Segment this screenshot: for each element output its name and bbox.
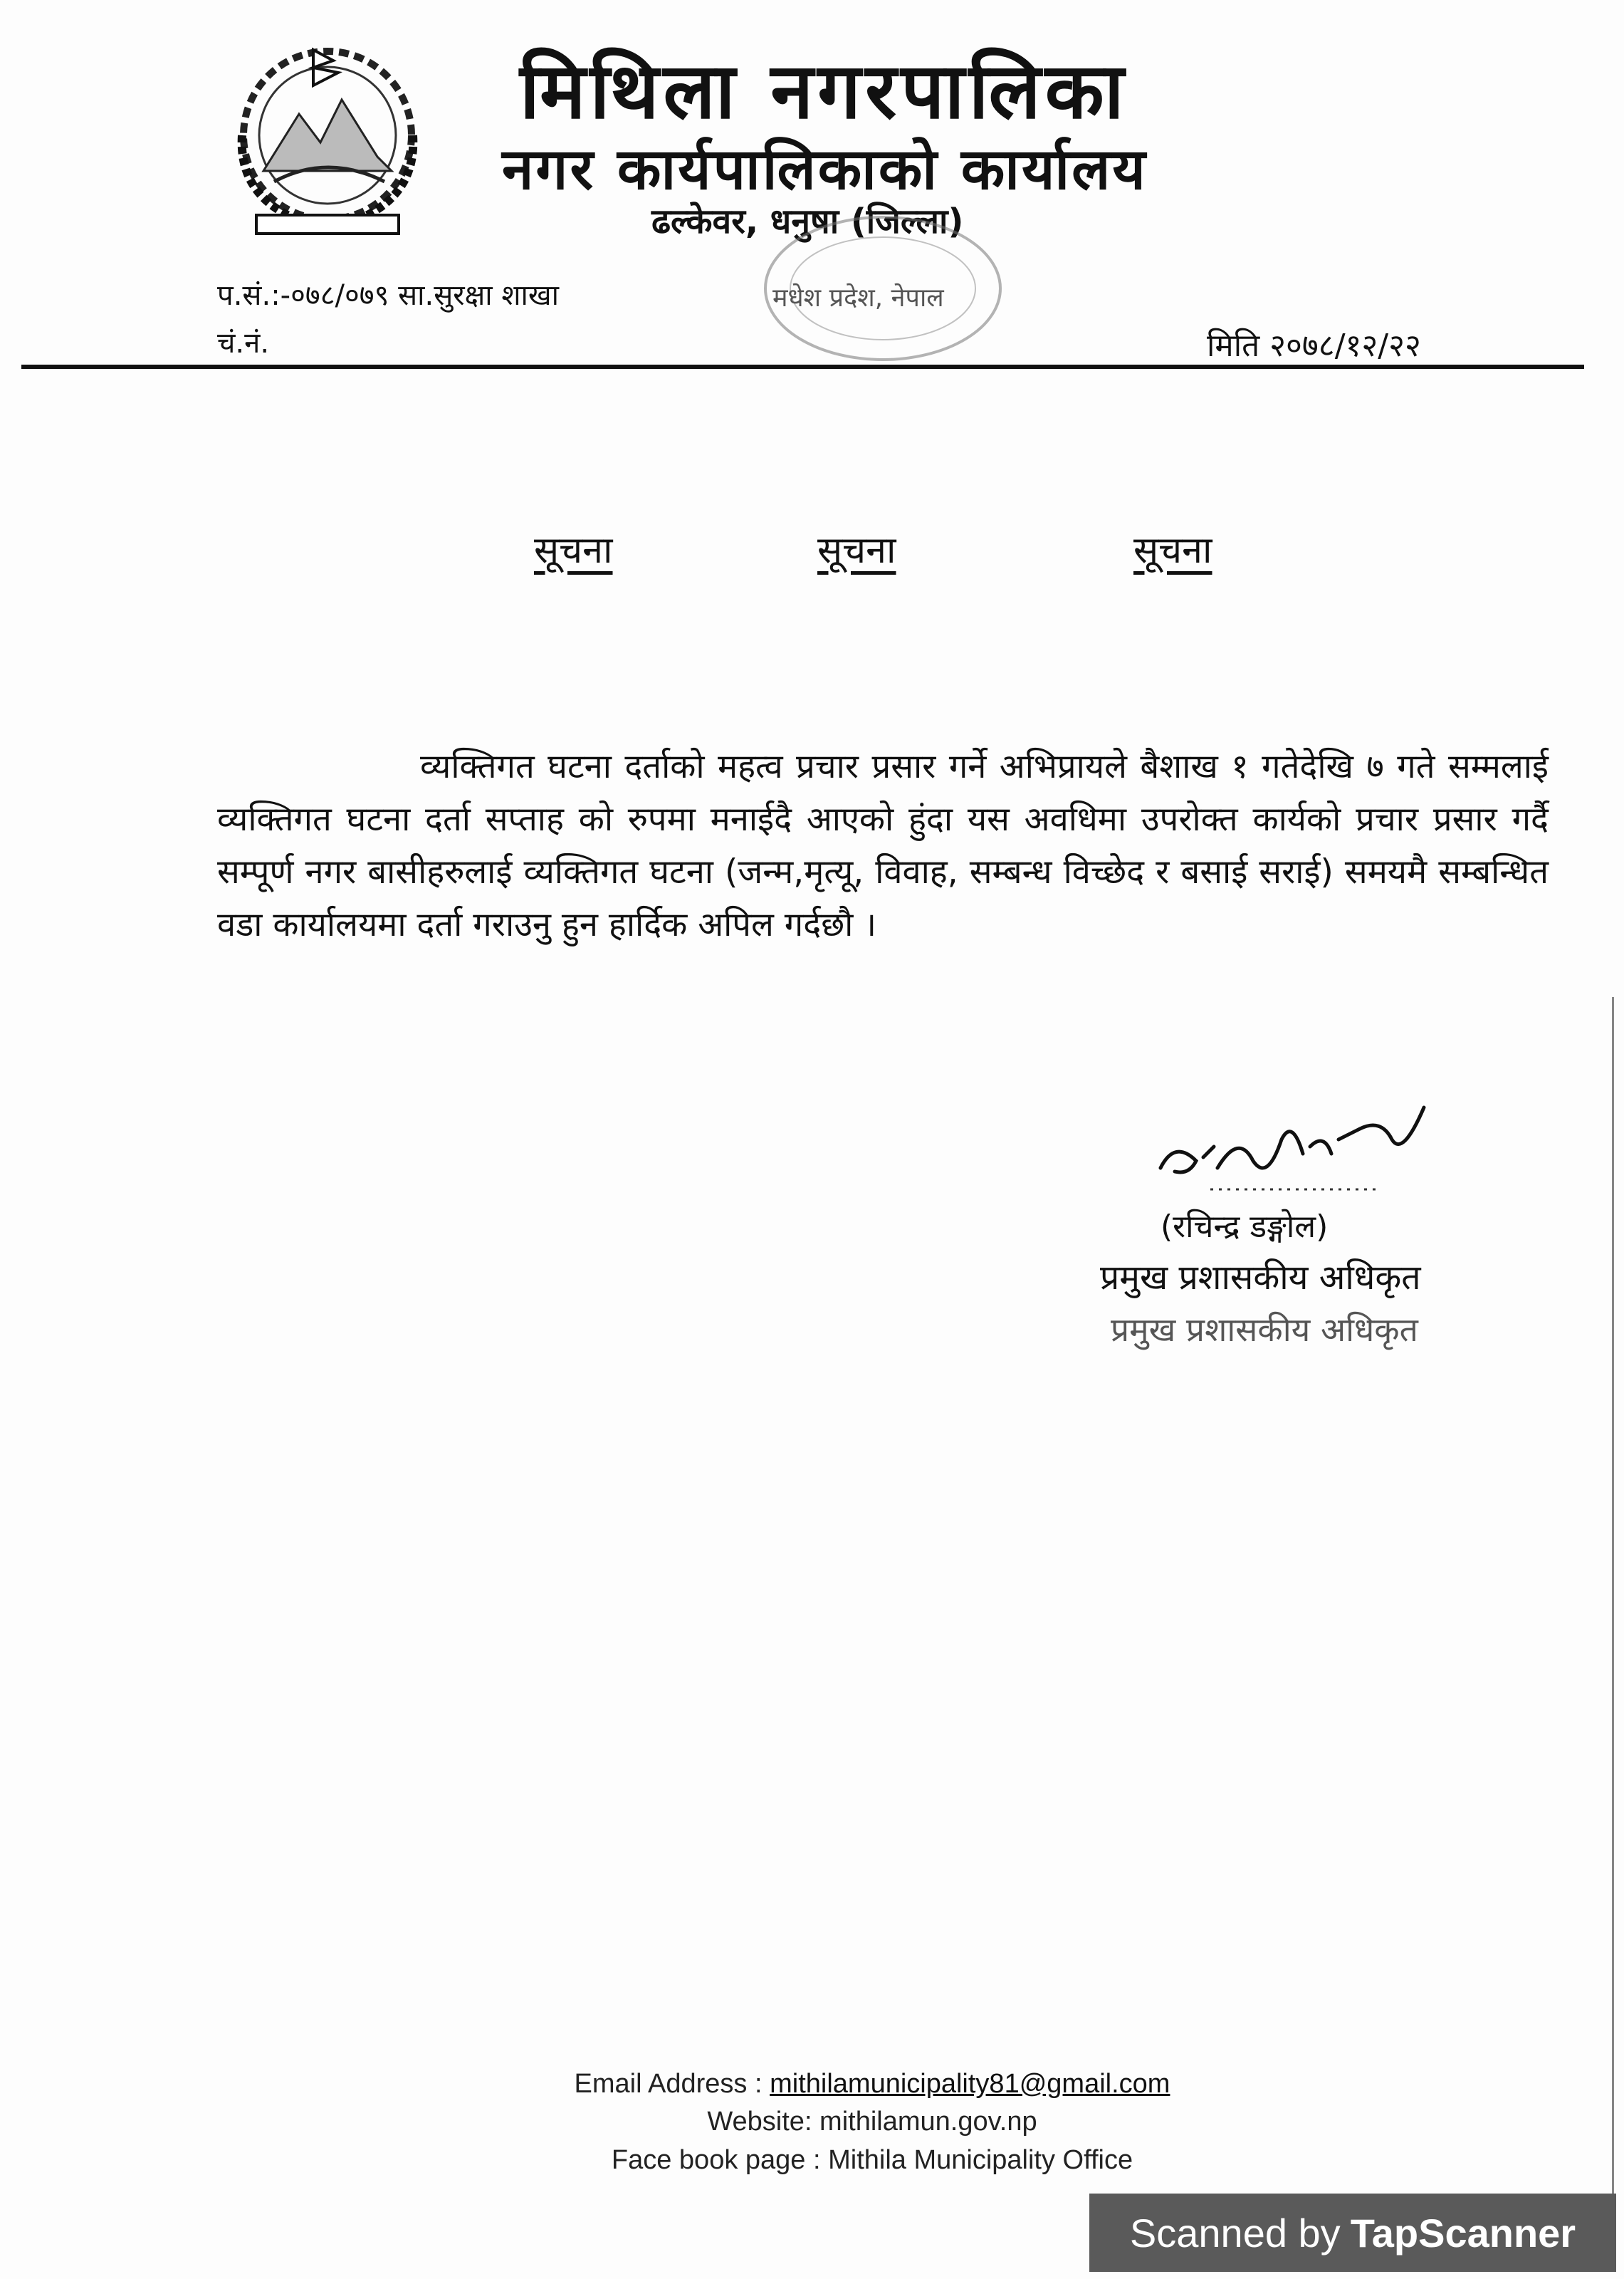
email-label: Email Address : xyxy=(574,2069,770,2099)
notice-heading: सूचना xyxy=(1133,529,1212,572)
footer-website: Website: mithilamun.gov.np xyxy=(707,2107,1037,2137)
signatory-designation: प्रमुख प्रशासकीय अधिकृत xyxy=(1100,1258,1421,1298)
badge-brand: TapScanner xyxy=(1350,2210,1576,2255)
notice-heading: सूचना xyxy=(534,529,613,572)
notice-body: व्यक्तिगत घटना दर्ताको महत्व प्रचार प्रसार गर्ने अभिप्रायले बैशाख १ गतेदेखि ७ गते सम्मलाई व्यक्तिगत घटना दर्ता सप्ताह को रुपमा मनाईदै आएको हुंदा यस अवधिमा उपरोक्त कार्यको प्रचार प्रसार गर्दै सम्पूर्ण नगर बासीहरुलाई व्यक्तिगत घटना (जन्म,मृत्यू, विवाह, सम्बन्ध विच्छेद र बसाई सराई) समयमै सम्बन्धित वडा कार्यालयमा दर्ता गराउनु हुन हार्दिक अपिल गर्दछौ । xyxy=(217,747,1549,944)
header-divider xyxy=(21,365,1584,369)
email-link[interactable]: mithilamunicipality81@gmail.com xyxy=(770,2069,1170,2099)
office-address: ढल्केवर, धनुषा (जिल्ला) xyxy=(651,202,964,241)
notice-heading: सूचना xyxy=(817,529,896,572)
handwritten-signature xyxy=(1146,1090,1431,1196)
office-name: नगर कार्यपालिकाको कार्यालय xyxy=(502,136,1148,202)
paper-edge-shadow xyxy=(1612,997,1614,2208)
footer-email-line xyxy=(498,2069,1246,2100)
letter-date: मिति २०७८/१२/२२ xyxy=(1207,328,1421,364)
reference-number: प.सं.:-०७८/०७९ सा.सुरक्षा शाखा xyxy=(217,279,560,312)
stamp-text: मधेश प्रदेश, नेपाल xyxy=(772,283,944,313)
badge-prefix: Scanned by xyxy=(1129,2210,1341,2255)
signatory-name: (रचिन्द्र डङ्गोल) xyxy=(1161,1209,1329,1245)
scanner-watermark-badge xyxy=(1089,2194,1616,2272)
nepal-emblem-logo xyxy=(214,28,441,242)
footer-facebook: Face book page : Mithila Municipality Office xyxy=(611,2145,1133,2175)
municipality-name: मिथिला नगरपालिका xyxy=(520,47,1128,136)
dispatch-number: चं.नं. xyxy=(217,327,270,360)
designation-stamp: प्रमुख प्रशासकीय अधिकृत xyxy=(1111,1310,1418,1349)
